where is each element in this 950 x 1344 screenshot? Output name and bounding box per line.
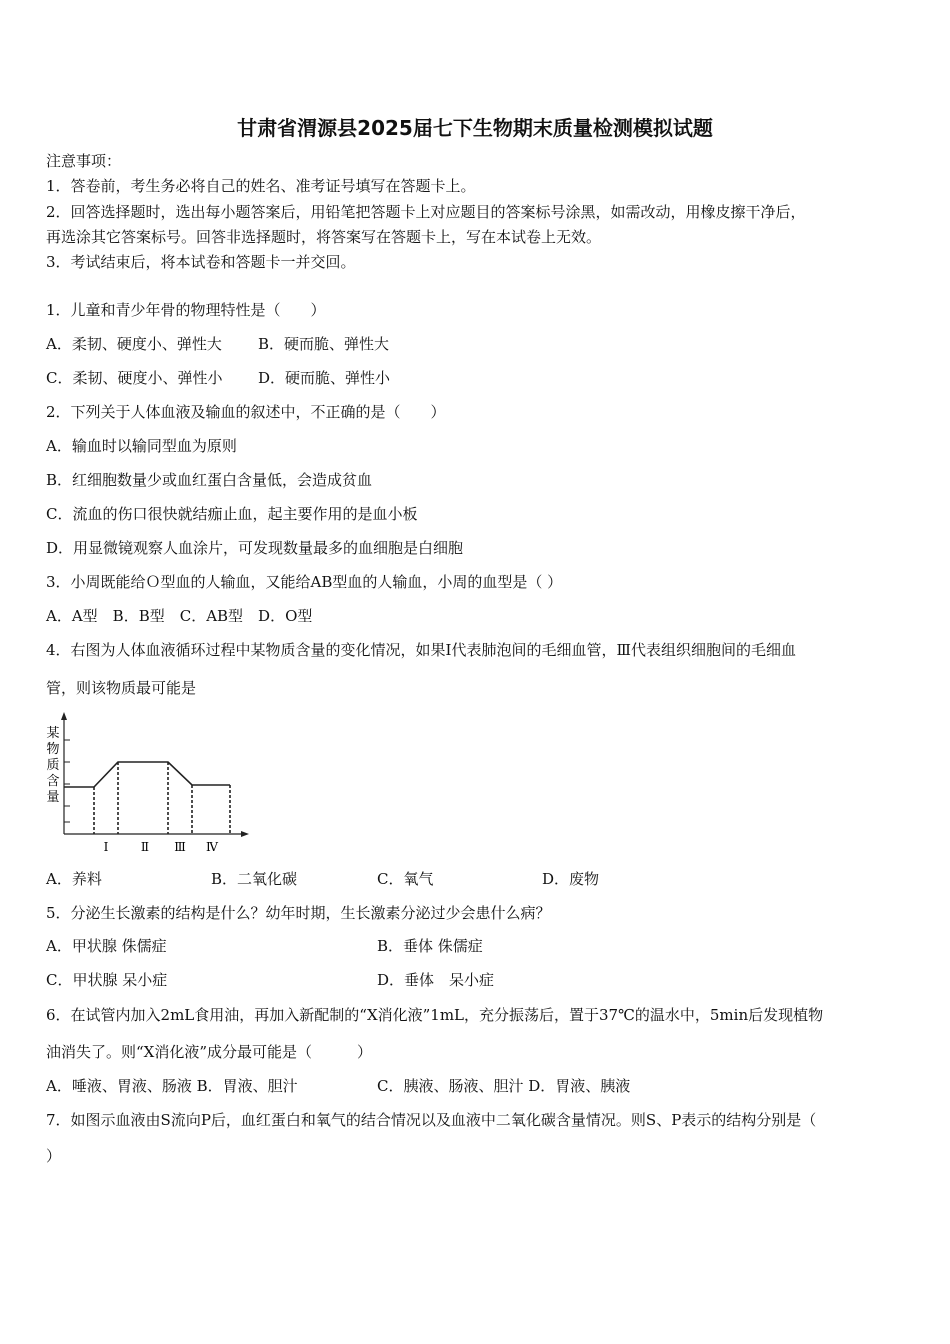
q4-option-a: A．养料 (46, 870, 102, 888)
q5-option-b: B．垂体 侏儒症 (377, 937, 483, 955)
notice-item-1: 1．答卷前，考生务必将自己的姓名、准考证号填写在答题卡上。 (46, 177, 476, 195)
q2-option-d: D．用显微镜观察人血涂片，可发现数量最多的血细胞是白细胞 (46, 539, 464, 557)
chart-xtick-4: Ⅳ (206, 840, 218, 854)
chart-substance-line (64, 762, 230, 787)
page-title: 甘肃省渭源县2025届七下生物期末质量检测模拟试题 (237, 116, 713, 140)
chart-y-arrow (61, 712, 67, 720)
q4-option-c: C．氧气 (377, 870, 434, 888)
q7-stem-line2: ） (46, 1147, 62, 1165)
q1-option-c: C．柔韧、硬度小、弹性小 (46, 369, 223, 387)
q4-option-b: B．二氧化碳 (211, 870, 298, 888)
chart-ylabel-char-2: 物 (46, 742, 60, 757)
q6-options-ab: A．唾液、胃液、肠液 B．胃液、胆汁 (46, 1077, 298, 1095)
q1-option-a: A．柔韧、硬度小、弹性大 (46, 335, 222, 353)
notice-item-2: 2．回答选择题时，选出每小题答案后，用铅笔把答题卡上对应题目的答案标号涂黑，如需改动，用橡皮擦干净后， (46, 203, 806, 221)
q5-stem: 5．分泌生长激素的结构是什么？幼年时期，生长激素分泌过少会患什么病？ (46, 904, 551, 922)
chart-ylabel-char-3: 质 (46, 758, 60, 773)
chart-ylabel-char-4: 含 (46, 774, 60, 789)
q7-stem-line1: 7．如图示血液由S流向P后，血红蛋白和氧气的结合情况以及血液中二氧化碳含量情况。则S、P表示的结构分别是（ (46, 1111, 817, 1129)
notice-heading: 注意事项： (46, 152, 122, 170)
q1-option-b: B．硬而脆、弹性大 (258, 335, 390, 353)
q4-stem-line2: 管，则该物质最可能是 (46, 679, 197, 697)
chart-ylabel-char-5: 量 (46, 790, 60, 805)
notice-item-3: 3．考试结束后，将本试卷和答题卡一并交回。 (46, 253, 356, 271)
q6-stem-line1: 6．在试管内加入2mL食用油，再加入新配制的“X消化液”1mL，充分振荡后，置于37℃的温水中，5min后发现植物 (46, 1006, 824, 1024)
chart-xtick-1: Ⅰ (103, 840, 109, 854)
chart-x-arrow (241, 831, 249, 837)
q5-option-d: D．垂体 呆小症 (377, 971, 495, 989)
chart-ylabel-char-1: 某 (46, 726, 60, 741)
q1-stem: 1．儿童和青少年骨的物理特性是（ ） (46, 301, 326, 319)
q3-stem: 3．小周既能给Ｏ型血的人输血，又能给AB型血的人输血，小周的血型是（ ） (46, 573, 563, 591)
q5-option-a: A．甲状腺 侏儒症 (46, 937, 167, 955)
q6-stem-line2: 油消失了。则“X消化液”成分最可能是（ ） (46, 1043, 373, 1061)
q4-stem-line1: 4．右图为人体血液循环过程中某物质含量的变化情况，如果Ⅰ代表肺泡间的毛细血管，Ⅲ代表组织细胞间的毛细血 (46, 641, 796, 659)
q4-option-d: D．废物 (542, 870, 600, 888)
q4-substance-chart (40, 710, 250, 860)
q2-stem: 2．下列关于人体血液及输血的叙述中，不正确的是（ ） (46, 403, 446, 421)
q3-options: A．A型 B．B型 C．AB型 D．O型 (46, 607, 313, 625)
chart-xtick-2: Ⅱ (140, 840, 150, 854)
q2-option-a: A．输血时以输同型血为原则 (46, 437, 237, 455)
q1-option-d: D．硬而脆、弹性小 (258, 369, 391, 387)
chart-xtick-3: Ⅲ (174, 840, 186, 854)
q6-options-cd: C．胰液、肠液、胆汁 D．胃液、胰液 (377, 1077, 631, 1095)
q2-option-b: B．红细胞数量少或血红蛋白含量低，会造成贫血 (46, 471, 373, 489)
notice-item-2-cont: 再选涂其它答案标号。回答非选择题时，将答案写在答题卡上，写在本试卷上无效。 (46, 228, 602, 246)
q5-option-c: C．甲状腺 呆小症 (46, 971, 168, 989)
q2-option-c: C．流血的伤口很快就结痂止血，起主要作用的是血小板 (46, 505, 418, 523)
